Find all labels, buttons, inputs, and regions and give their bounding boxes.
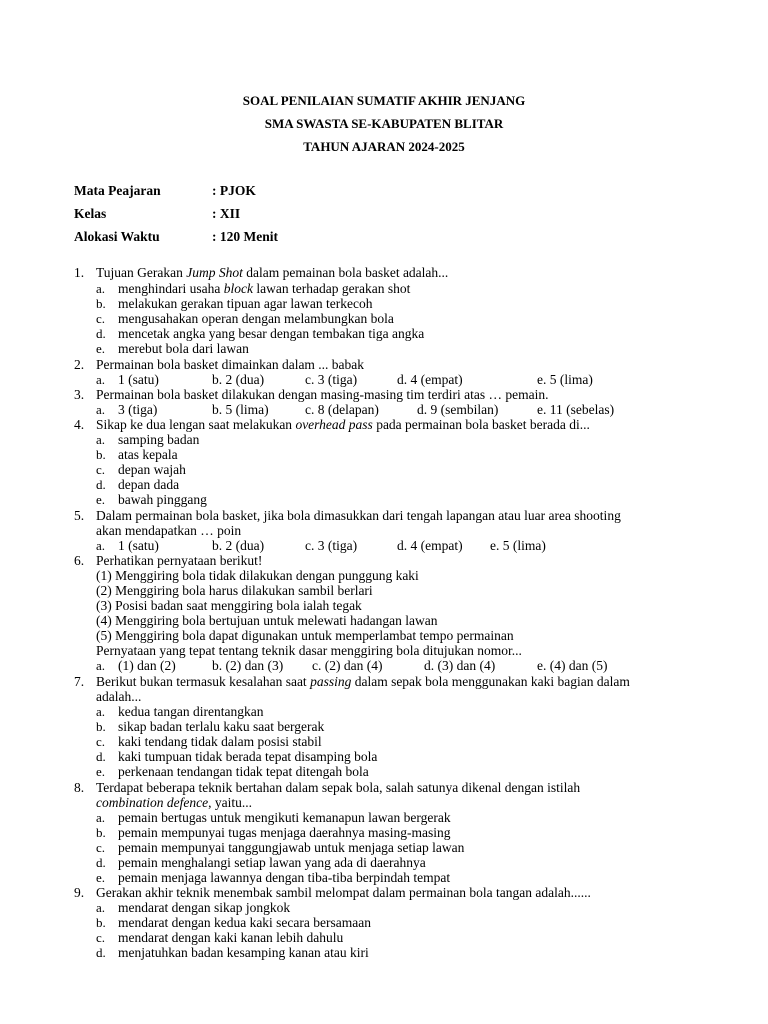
inline-option: c. 8 (delapan) — [305, 402, 379, 417]
option-letter: d. — [96, 326, 106, 341]
option-letter: c. — [96, 311, 106, 326]
option-letter: d. — [96, 945, 106, 960]
option-text: kedua tangan direntangkan — [118, 704, 264, 719]
question-text-8-line-2: combination defence, yaitu... — [96, 795, 252, 810]
inline-option: c. (2) dan (4) — [312, 658, 383, 673]
option-text: perkenaan tendangan tidak tepat ditengah bola — [118, 764, 369, 779]
option-letter: a. — [96, 402, 106, 417]
meta-value-time: : 120 Menit — [212, 229, 278, 244]
option-text: mendarat dengan kedua kaki secara bersamaan — [118, 915, 371, 930]
option-text: menghindari usaha block lawan terhadap gerakan shot — [118, 281, 411, 296]
inline-option: d. 4 (empat) — [397, 538, 463, 553]
header-line-1: SOAL PENILAIAN SUMATIF AKHIR JENJANG — [242, 93, 526, 108]
option-letter: c. — [96, 840, 106, 855]
option-letter: a. — [96, 281, 106, 296]
option-letter: d. — [96, 477, 106, 492]
option-text: sikap badan terlalu kaku saat bergerak — [118, 719, 325, 734]
option-text: mendarat dengan sikap jongkok — [118, 900, 291, 915]
option-letter: d. — [96, 749, 106, 764]
option-text: pemain menghalangi setiap lawan yang ada di daerahnya — [118, 855, 426, 870]
option-letter: c. — [96, 462, 106, 477]
question-number-9: 9. — [74, 885, 85, 900]
option-text: pemain bertugas untuk mengikuti kemanapun lawan bergerak — [118, 810, 451, 825]
inline-option: b. 2 (dua) — [212, 372, 265, 387]
inline-option: e. 5 (lima) — [537, 372, 593, 387]
question-text-5-line-2: akan mendapatkan … poin — [96, 523, 242, 538]
inline-option: c. 3 (tiga) — [305, 372, 358, 387]
option-text: mencetak angka yang besar dengan tembakan tiga angka — [118, 326, 425, 341]
option-letter: e. — [96, 341, 106, 356]
meta-value-class: : XII — [212, 206, 241, 221]
inline-option: d. (3) dan (4) — [424, 658, 496, 673]
question-number-5: 5. — [74, 508, 85, 523]
option-text: depan dada — [118, 477, 180, 492]
inline-option: 1 (satu) — [118, 372, 159, 387]
header-line-3: TAHUN AJARAN 2024-2025 — [303, 139, 465, 154]
option-letter: a. — [96, 704, 106, 719]
statement: (5) Menggiring bola dapat digunakan untuk memperlambat tempo permainan — [96, 628, 514, 643]
option-letter: a. — [96, 900, 106, 915]
option-text: mendarat dengan kaki kanan lebih dahulu — [118, 930, 344, 945]
question-number-4: 4. — [74, 417, 85, 432]
question-text-4: Sikap ke dua lengan saat melakukan overhead pass pada permainan bola basket berada di... — [96, 417, 590, 432]
option-text: pemain menjaga lawannya dengan tiba-tiba berpindah tempat — [118, 870, 451, 885]
option-letter: b. — [96, 447, 106, 462]
option-letter: b. — [96, 719, 106, 734]
question-text-9: Gerakan akhir teknik menembak sambil melompat dalam permainan bola tangan adalah...... — [96, 885, 591, 900]
option-letter: b. — [96, 825, 106, 840]
option-letter: a. — [96, 658, 106, 673]
inline-option: 1 (satu) — [118, 538, 159, 553]
inline-option: e. 5 (lima) — [490, 538, 546, 553]
question-text-7: Berikut bukan termasuk kesalahan saat passing dalam sepak bola menggunakan kaki bagian dalam — [96, 674, 630, 689]
question-text-3: Permainan bola basket dilakukan dengan masing-masing tim terdiri atas … pemain. — [96, 387, 549, 402]
meta-label-class: Kelas — [74, 206, 107, 221]
option-text: pemain mempunyai tanggungjawab untuk menjaga setiap lawan — [118, 840, 465, 855]
statement: (4) Menggiring bola bertujuan untuk melewati hadangan lawan — [96, 613, 438, 628]
option-letter: e. — [96, 870, 106, 885]
option-text: menjatuhkan badan kesamping kanan atau kiri — [118, 945, 369, 960]
option-text: kaki tumpuan tidak berada tepat disamping bola — [118, 749, 378, 764]
meta-label-time: Alokasi Waktu — [74, 229, 160, 244]
option-text: bawah pinggang — [118, 492, 207, 507]
question-text-6: Perhatikan pernyataan berikut! — [96, 553, 263, 568]
question-number-8: 8. — [74, 780, 85, 795]
inline-option: e. 11 (sebelas) — [537, 402, 615, 417]
option-text: merebut bola dari lawan — [118, 341, 249, 356]
meta-value-subject: : PJOK — [212, 183, 256, 198]
option-text: depan wajah — [118, 462, 186, 477]
inline-option: d. 9 (sembilan) — [417, 402, 499, 417]
option-text: pemain mempunyai tugas menjaga daerahnya masing-masing — [118, 825, 451, 840]
option-text: kaki tendang tidak dalam posisi stabil — [118, 734, 322, 749]
statement: (1) Menggiring bola tidak dilakukan dengan punggung kaki — [96, 568, 419, 583]
question-number-2: 2. — [74, 357, 85, 372]
inline-option: b. 5 (lima) — [212, 402, 269, 417]
option-letter: a. — [96, 810, 106, 825]
inline-option: e. (4) dan (5) — [537, 658, 608, 673]
option-text: melakukan gerakan tipuan agar lawan terkecoh — [118, 296, 373, 311]
statement: (2) Menggiring bola harus dilakukan sambil berlari — [96, 583, 373, 598]
option-letter: c. — [96, 734, 106, 749]
option-text: samping badan — [118, 432, 200, 447]
option-letter: a. — [96, 372, 106, 387]
inline-option: 3 (tiga) — [118, 402, 158, 417]
option-text: atas kepala — [118, 447, 178, 462]
option-letter: b. — [96, 915, 106, 930]
option-letter: e. — [96, 764, 106, 779]
meta-label-subject: Mata Peajaran — [74, 183, 161, 198]
option-letter: e. — [96, 492, 106, 507]
question-text-7-line-2: adalah... — [96, 689, 142, 704]
header-line-2: SMA SWASTA SE-KABUPATEN BLITAR — [264, 116, 504, 131]
option-letter: d. — [96, 855, 106, 870]
option-letter: a. — [96, 432, 106, 447]
question-number-7: 7. — [74, 674, 85, 689]
statement: (3) Posisi badan saat menggiring bola ialah tegak — [96, 598, 362, 613]
inline-option: b. 2 (dua) — [212, 538, 265, 553]
question-text-5: Dalam permainan bola basket, jika bola dimasukkan dari tengah lapangan atau luar area shooting — [96, 508, 621, 523]
option-text: mengusahakan operan dengan melambungkan bola — [118, 311, 394, 326]
question-text-1: Tujuan Gerakan Jump Shot dalam pemainan bola basket adalah... — [96, 265, 449, 280]
inline-option: c. 3 (tiga) — [305, 538, 358, 553]
inline-option: d. 4 (empat) — [397, 372, 463, 387]
inline-option: b. (2) dan (3) — [212, 658, 284, 673]
question-prompt-6: Pernyataan yang tepat tentang teknik dasar menggiring bola ditujukan nomor... — [96, 643, 522, 658]
option-letter: b. — [96, 296, 106, 311]
inline-option: (1) dan (2) — [118, 658, 176, 673]
question-text-8: Terdapat beberapa teknik bertahan dalam sepak bola, salah satunya dikenal dengan istilah — [96, 780, 581, 795]
question-number-1: 1. — [74, 265, 85, 280]
question-text-2: Permainan bola basket dimainkan dalam ... babak — [96, 357, 365, 372]
question-number-3: 3. — [74, 387, 85, 402]
question-number-6: 6. — [74, 553, 85, 568]
option-letter: c. — [96, 930, 106, 945]
option-letter: a. — [96, 538, 106, 553]
